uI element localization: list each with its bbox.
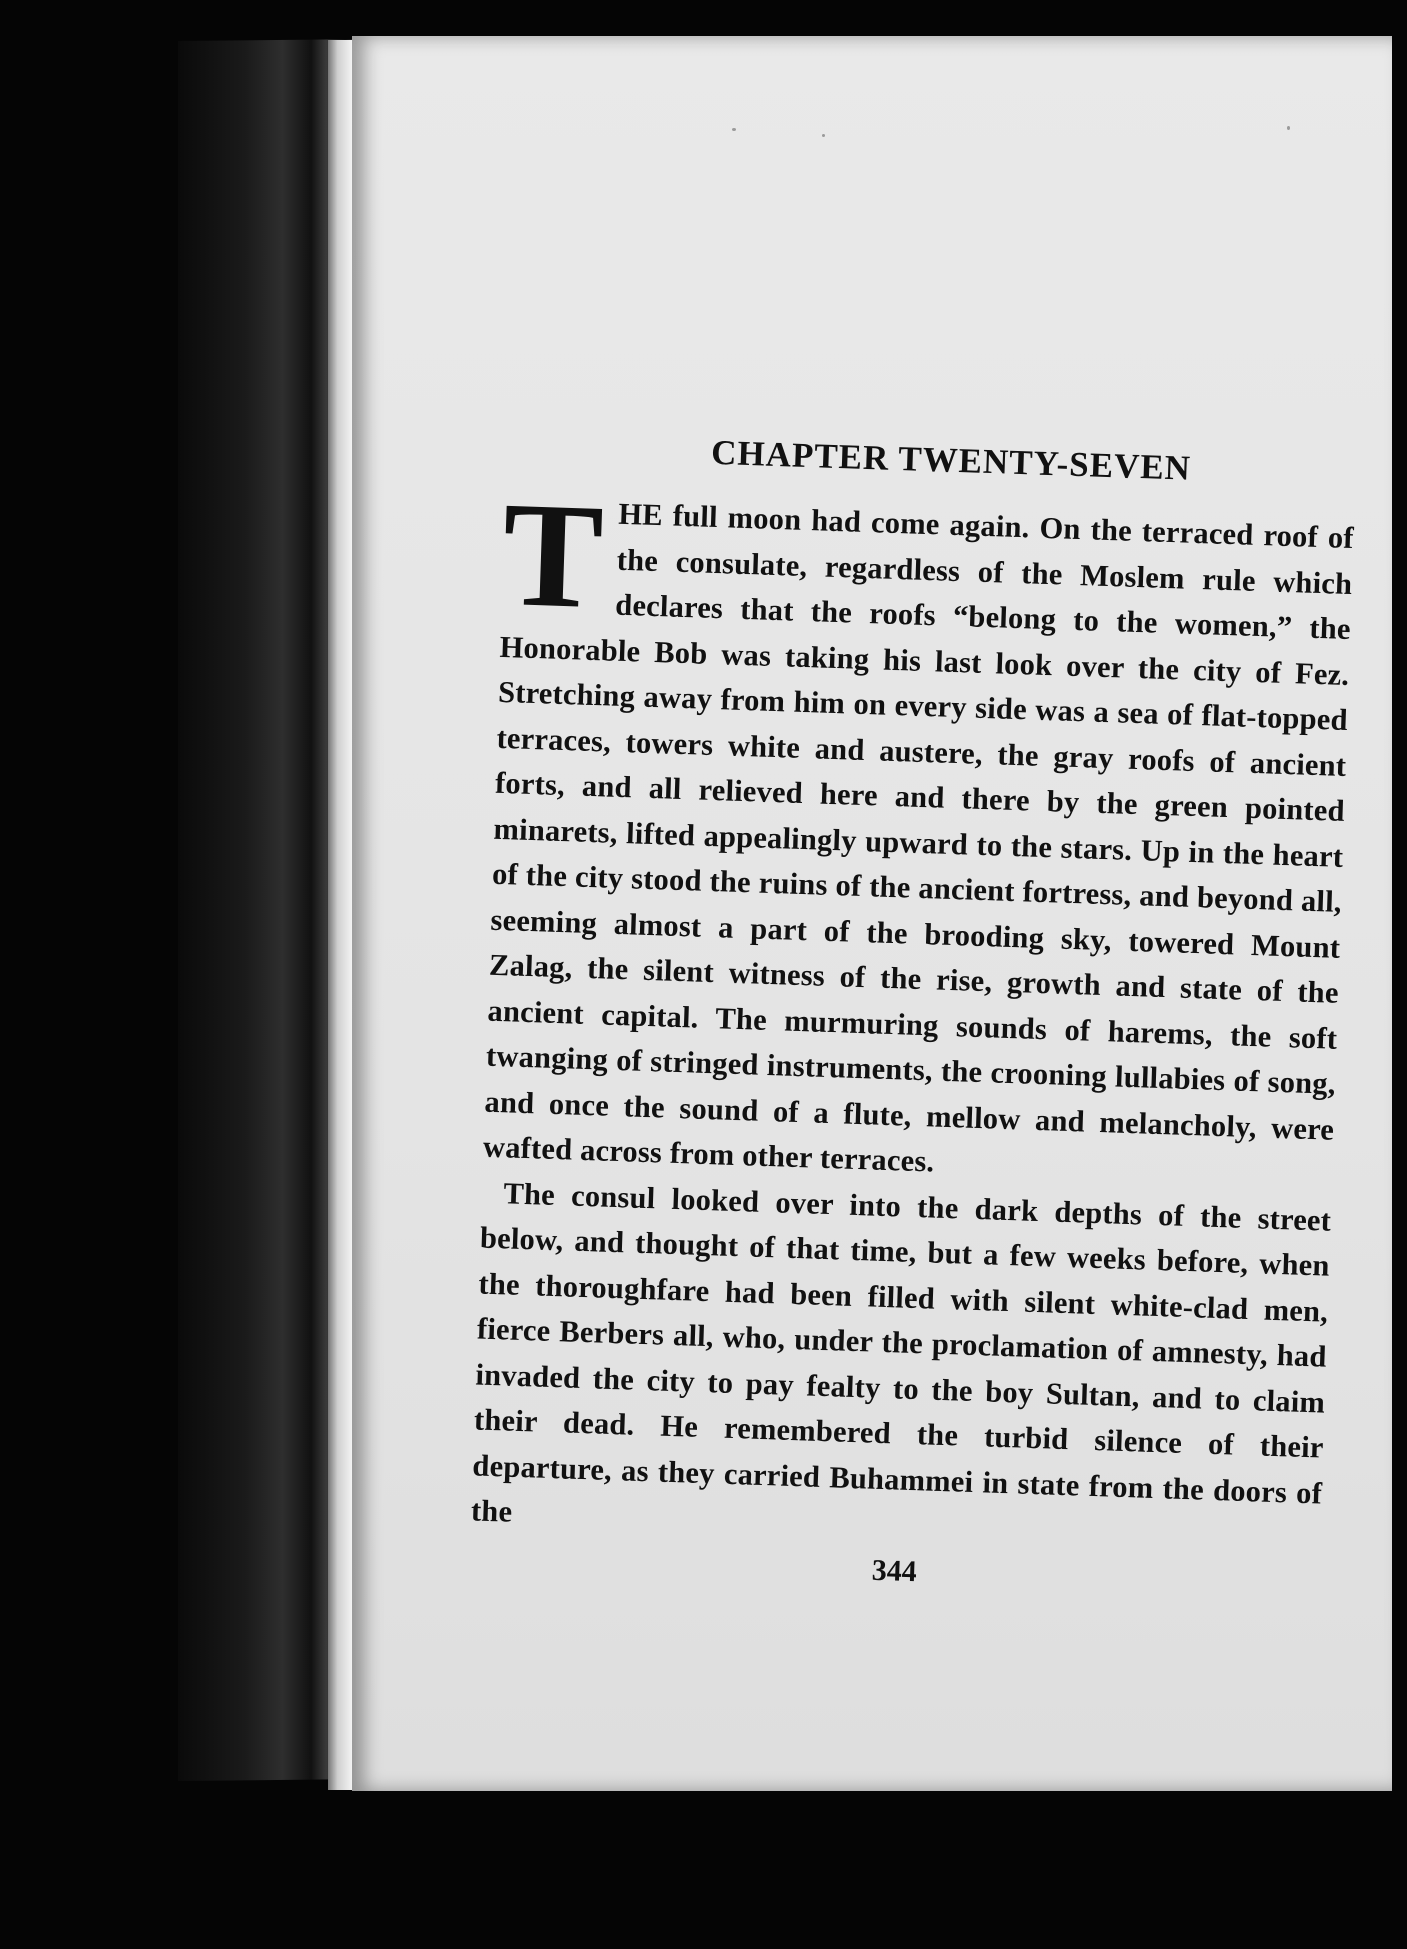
text-block [469,426,1357,1602]
page-edges [328,40,352,1790]
paragraph-1 [482,470,1355,1198]
page-number: 344 [871,1553,918,1588]
page-speck [732,128,736,131]
paragraph-2: The consul looked over into the dark depths of the street below, and thought of that time, but a few weeks before, when the thoroughfare had been filled with silent white-clad men, fierce Berbers all, who, under the proclamation of amnesty, had invaded the city to pay fealty to the boy Sultan, and to claim their dead. He remembered the turbid silence of their departure, as they carried Buhammei in state from the doors of the [470,1175,1332,1529]
page-speck [822,134,825,137]
page-speck [1287,126,1290,130]
book-page [352,36,1392,1791]
chapter-heading: CHAPTER TWENTY-SEVEN [710,432,1192,488]
paragraph-1-text: HE full moon had come again. On the terraced roof of the consulate, regardless of the Moslem rule which declares that the roofs “belong to the women,” the Honorable Bob was taking his last look over the city of Fez. Stretching away from him on every side was a sea of flat-topped terraces, towers white and austere, the gray roofs of ancient forts, and all relieved here and there by the green pointed minarets, lifted appealingly upward to the stars. Up in the heart of the city stood the ruins of the ancient fortress, and beyond all, seeming almost a part of the brooding sky, towered Mount Zalag, the silent witness of the rise, growth and state of the ancient capital. The murmuring sounds of harems, the soft twanging of stringed instruments, the crooning lullabies of song, and once the sound of a flute, mellow and melancholy, were wafted across from other terraces. [482,496,1355,1179]
drop-cap: T [500,470,606,641]
